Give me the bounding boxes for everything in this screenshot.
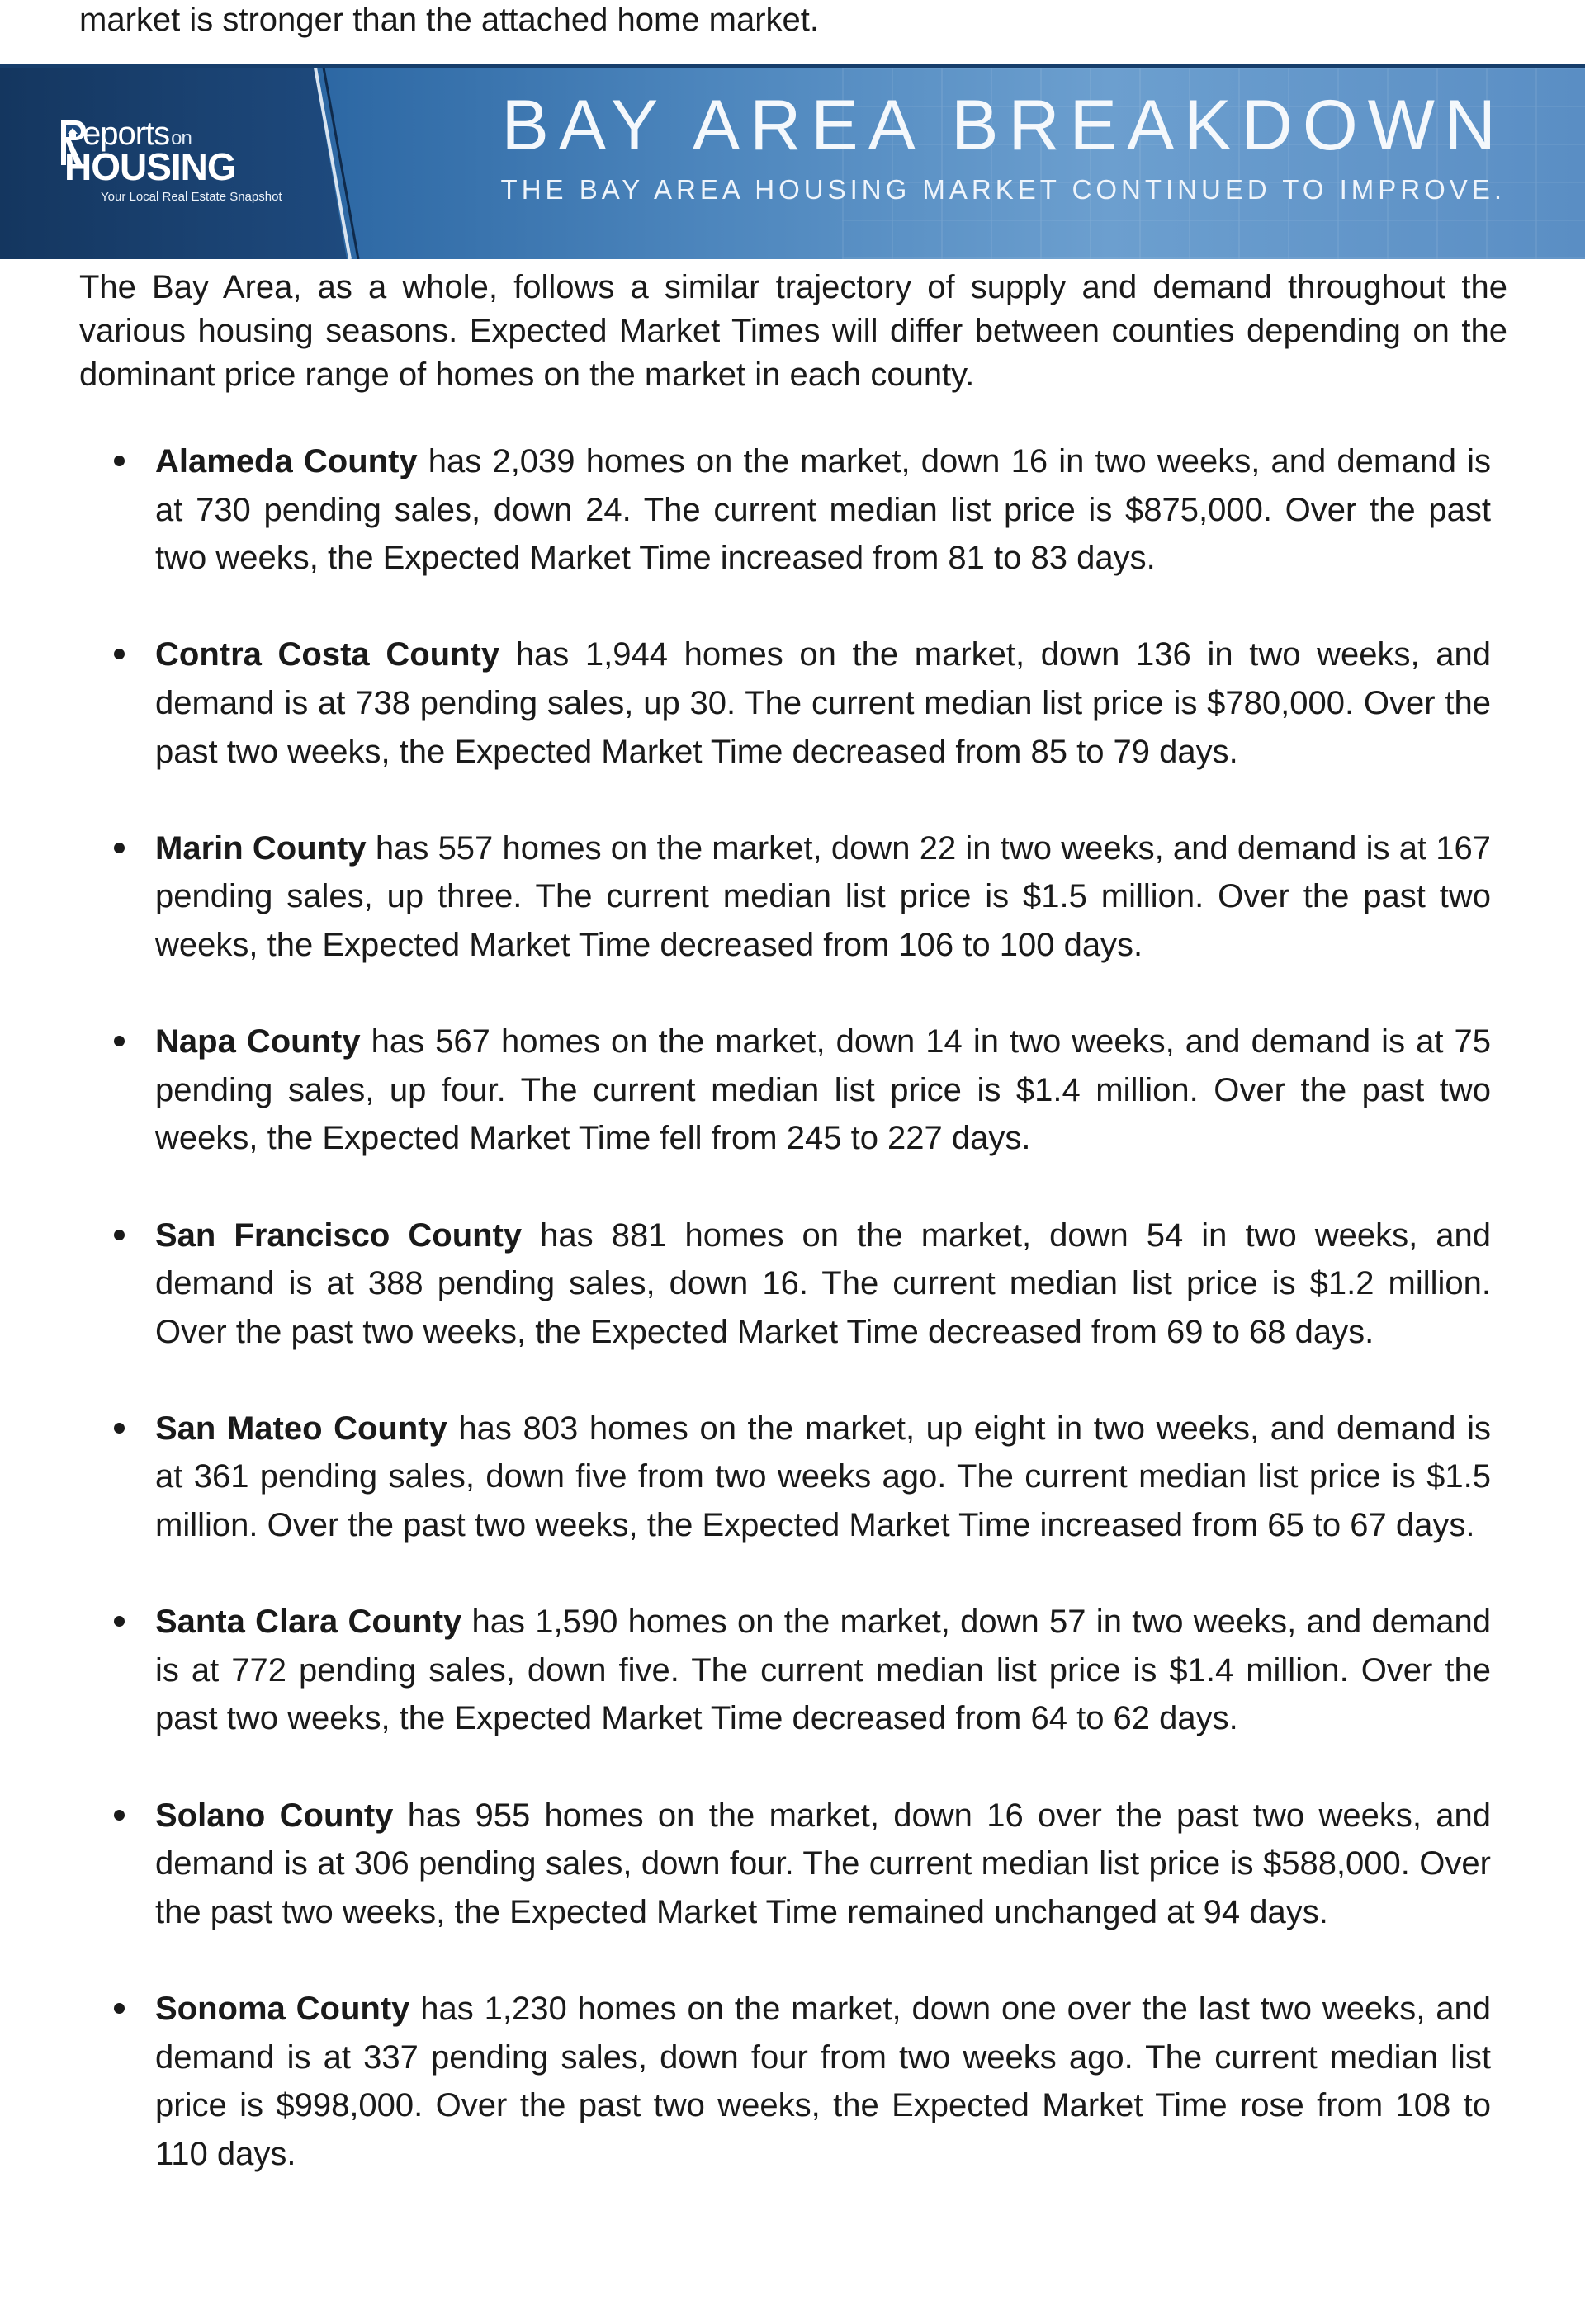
logo-tagline: Your Local Real Estate Snapshot [101, 190, 282, 204]
continued-paragraph-end: market is stronger than the attached home market. [79, 2, 819, 38]
bullet-icon [114, 2003, 125, 2014]
bullet-icon [114, 649, 125, 659]
county-name: Santa Clara County [155, 1604, 462, 1641]
county-summary: has 1,944 homes on the market, down 136 in two weeks, and demand is at 738 pending sales, up 30. The current median list price is $780,000. Over the past two weeks, the Expected Market Time decreased from 85 to 79 days. [155, 636, 1492, 770]
bullet-icon [114, 1616, 125, 1627]
county-name: Alameda County [155, 443, 418, 479]
bullet-icon [114, 1810, 125, 1821]
logo-housing-text: HOUSING [64, 145, 236, 188]
bullet-icon [114, 1036, 125, 1046]
county-name: San Mateo County [155, 1410, 447, 1447]
county-name: Napa County [155, 1023, 361, 1060]
bullet-icon [114, 843, 125, 853]
county-summary: has 557 homes on the market, down 22 in two weeks, and demand is at 167 pending sales, up three. The current median list price is $1.5 million. Over the past two weeks, the Expected Market Time decreased from 106 to 100 days. [155, 829, 1492, 963]
county-name: San Francisco County [155, 1216, 523, 1254]
logo-reports-text: eportson [83, 116, 192, 152]
banner-subtitle: THE BAY AREA HOUSING MARKET CONTINUED TO IMPROVE. [500, 174, 1506, 205]
county-name: Contra Costa County [155, 636, 500, 673]
county-item-solano [79, 1792, 1491, 1937]
county-item-san-francisco [79, 1212, 1491, 1357]
county-item-santa-clara [79, 1598, 1491, 1743]
county-item-marin [79, 824, 1491, 970]
county-summary: has 567 homes on the market, down 14 in two weeks, and demand is at 75 pending sales, up four. The current median list price is $1.4 million. Over the past two weeks, the Expected Market Time fell from 245 to 227 days. [155, 1023, 1491, 1157]
county-name: Sonoma County [155, 1991, 410, 2027]
county-item-sonoma [79, 1985, 1491, 2178]
reports-on-housing-logo [61, 111, 309, 218]
county-summary: has 803 homes on the market, up eight in two weeks, and demand is at 361 pending sales, down five from two weeks ago. The current median list price is $1.5 million. Over the past two weeks, the Expected Market Time increased from 65 to 67 days. [155, 1410, 1492, 1544]
county-summary: has 881 homes on the market, down 54 in two weeks, and demand is at 388 pending sales, down 16. The current median list price is $1.2 million. Over the past two weeks, the Expected Market Time decreased from 69 to 68 days. [155, 1216, 1491, 1350]
county-list [79, 437, 1491, 2227]
section-banner [0, 64, 1585, 259]
banner-title: BAY AREA BREAKDOWN [501, 86, 1506, 165]
county-item-napa [79, 1018, 1491, 1163]
county-name: Solano County [155, 1797, 394, 1834]
county-name: Marin County [155, 829, 367, 867]
county-item-contra-costa [79, 631, 1491, 776]
intro-paragraph: The Bay Area, as a whole, follows a similar trajectory of supply and demand throughout the various housing seasons. Expected Market Times will differ between counties depending on the dominant price range of homes on the market in each county. [79, 269, 1507, 393]
county-summary: has 2,039 homes on the market, down 16 in two weeks, and demand is at 730 pending sales, down 24. The current median list price is $875,000. Over the past two weeks, the Expected Market Time increased from 81 to 83 days. [155, 443, 1492, 577]
county-summary: has 955 homes on the market, down 16 over the past two weeks, and demand is at 306 pending sales, down four. The current median list price is $588,000. Over the past two weeks, the Expected Market Time remained unchanged at 94 days. [155, 1797, 1491, 1930]
county-summary: has 1,230 homes on the market, down one over the last two weeks, and demand is at 337 pending sales, down four from two weeks ago. The current median list price is $998,000. Over the past two weeks, the Expected Market Time rose from 108 to 110 days. [155, 1991, 1491, 2172]
bullet-icon [114, 456, 125, 466]
county-summary: has 1,590 homes on the market, down 57 in two weeks, and demand is at 772 pending sales, down five. The current median list price is $1.4 million. Over the past two weeks, the Expected Market Time decreased from 64 to 62 days. [155, 1604, 1492, 1737]
county-item-san-mateo [79, 1405, 1491, 1550]
bullet-icon [114, 1230, 125, 1240]
county-item-alameda [79, 437, 1491, 583]
bullet-icon [114, 1423, 125, 1434]
